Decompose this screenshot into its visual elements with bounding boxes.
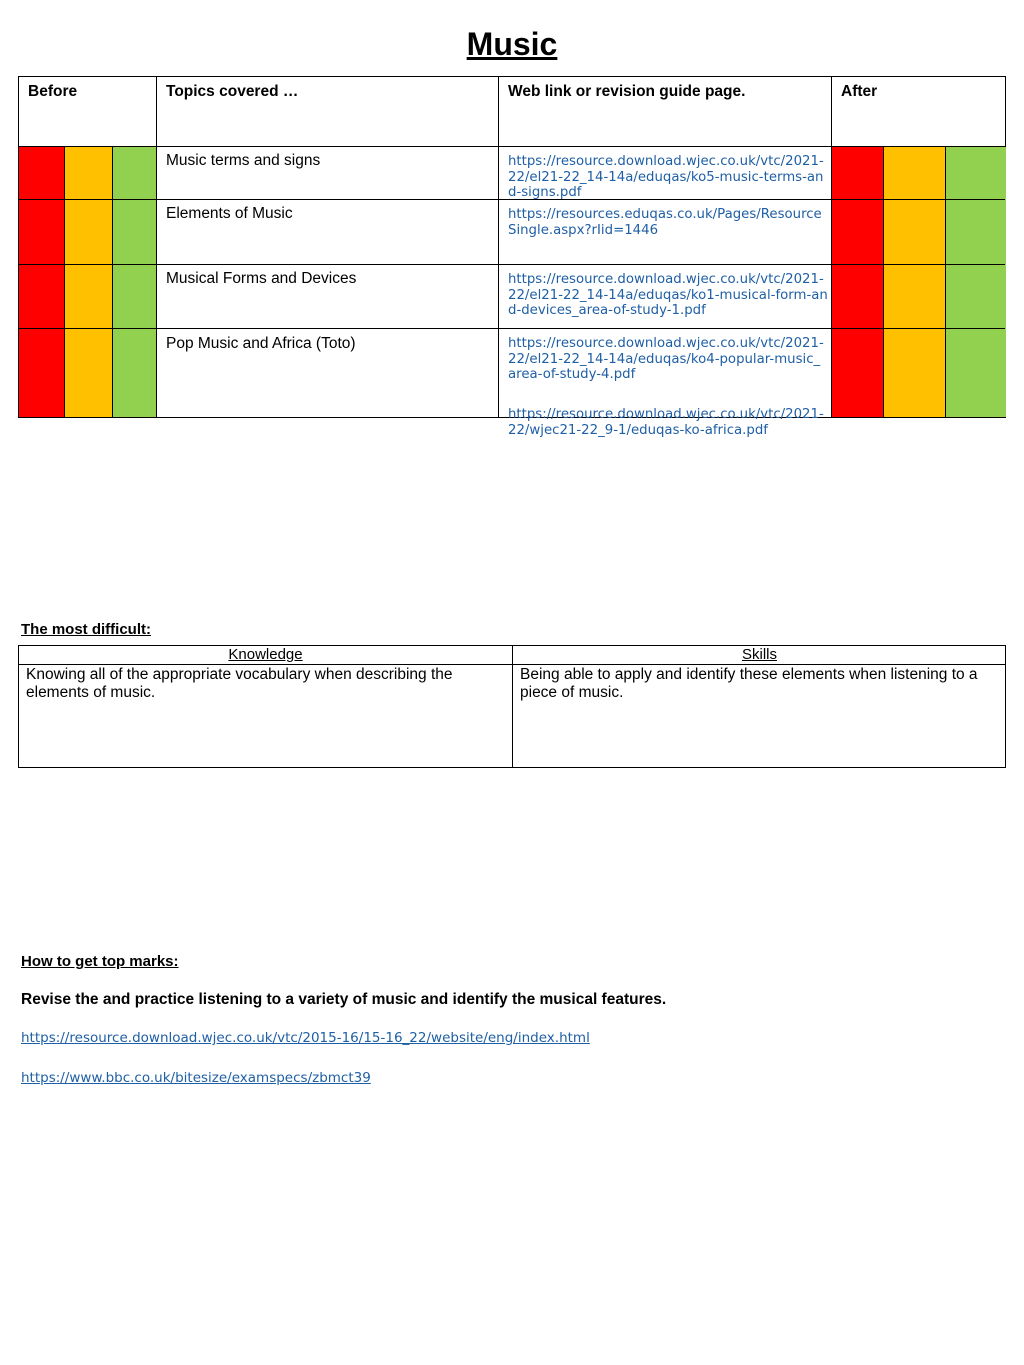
topic-elements: Elements of Music: [166, 205, 293, 222]
skills-text: Being able to apply and identify these elements when listening to a piece of music.: [520, 666, 978, 701]
header-topics: Topics covered …: [166, 83, 299, 100]
page-title: Music: [466, 26, 558, 62]
top-marks-advice: Revise the and practice listening to a variety of music and identify the musical features.: [21, 991, 667, 1008]
skills-header: Skills: [741, 646, 777, 663]
knowledge-header: Knowledge: [228, 646, 303, 663]
divider: [945, 147, 946, 417]
divider: [831, 199, 1005, 200]
resource-link[interactable]: https://resource.download.wjec.co.uk/vtc/2021-22/el21-22_14-14a/eduqas/ko1-musical-form-and-devices_area-of-study-1.pdf: [508, 272, 828, 318]
divider: [112, 147, 113, 417]
divider: [19, 264, 156, 265]
header-link: Web link or revision guide page.: [508, 83, 746, 100]
divider: [831, 328, 1005, 329]
bbc-bitesize-link[interactable]: https://www.bbc.co.uk/bitesize/examspecs/zbmct39: [21, 1070, 371, 1086]
divider: [19, 664, 1005, 665]
divider: [19, 328, 156, 329]
knowledge-text: Knowing all of the appropriate vocabulary when describing the elements of music.: [26, 666, 453, 701]
resource-link[interactable]: https://resources.eduqas.co.uk/Pages/ResourceSingle.aspx?rIid=1446: [508, 207, 822, 238]
before-red-swatch: [19, 147, 64, 417]
divider: [498, 77, 499, 417]
divider: [156, 264, 831, 265]
divider: [19, 199, 156, 200]
header-after: After: [841, 83, 878, 100]
header-before: Before: [28, 83, 78, 100]
resource-link[interactable]: https://resource.download.wjec.co.uk/vtc/2021-22/el21-22_14-14a/eduqas/ko5-music-terms-and-signs.pdf: [508, 154, 824, 200]
after-amber-swatch: [884, 147, 945, 417]
divider: [831, 264, 1005, 265]
topic-music-terms: Music terms and signs: [166, 152, 321, 169]
divider: [156, 328, 831, 329]
difficulty-table: [18, 645, 1006, 768]
difficult-label: The most difficult:: [21, 621, 151, 638]
divider: [64, 147, 65, 417]
before-green-swatch: [113, 147, 156, 417]
divider: [883, 147, 884, 417]
before-amber-swatch: [65, 147, 112, 417]
top-marks-label: How to get top marks:: [21, 953, 179, 970]
topic-pop-africa: Pop Music and Africa (Toto): [166, 335, 356, 352]
after-red-swatch: [832, 147, 883, 417]
wjec-website-link[interactable]: https://resource.download.wjec.co.uk/vtc/2015-16/15-16_22/website/eng/index.html: [21, 1030, 590, 1046]
resource-link[interactable]: https://resource.download.wjec.co.uk/vtc/2021-22/el21-22_14-14a/eduqas/ko4-popular-music_area-of-study-4.pdf: [508, 336, 824, 382]
divider: [156, 77, 157, 417]
topic-tracker-table: [18, 76, 1006, 438]
topic-forms-devices: Musical Forms and Devices: [166, 270, 357, 287]
resource-link[interactable]: https://resource.download.wjec.co.uk/vtc/2021-22/wjec21-22_9-1/eduqas-ko-africa.pdf: [508, 407, 824, 438]
after-green-swatch: [946, 147, 1006, 417]
